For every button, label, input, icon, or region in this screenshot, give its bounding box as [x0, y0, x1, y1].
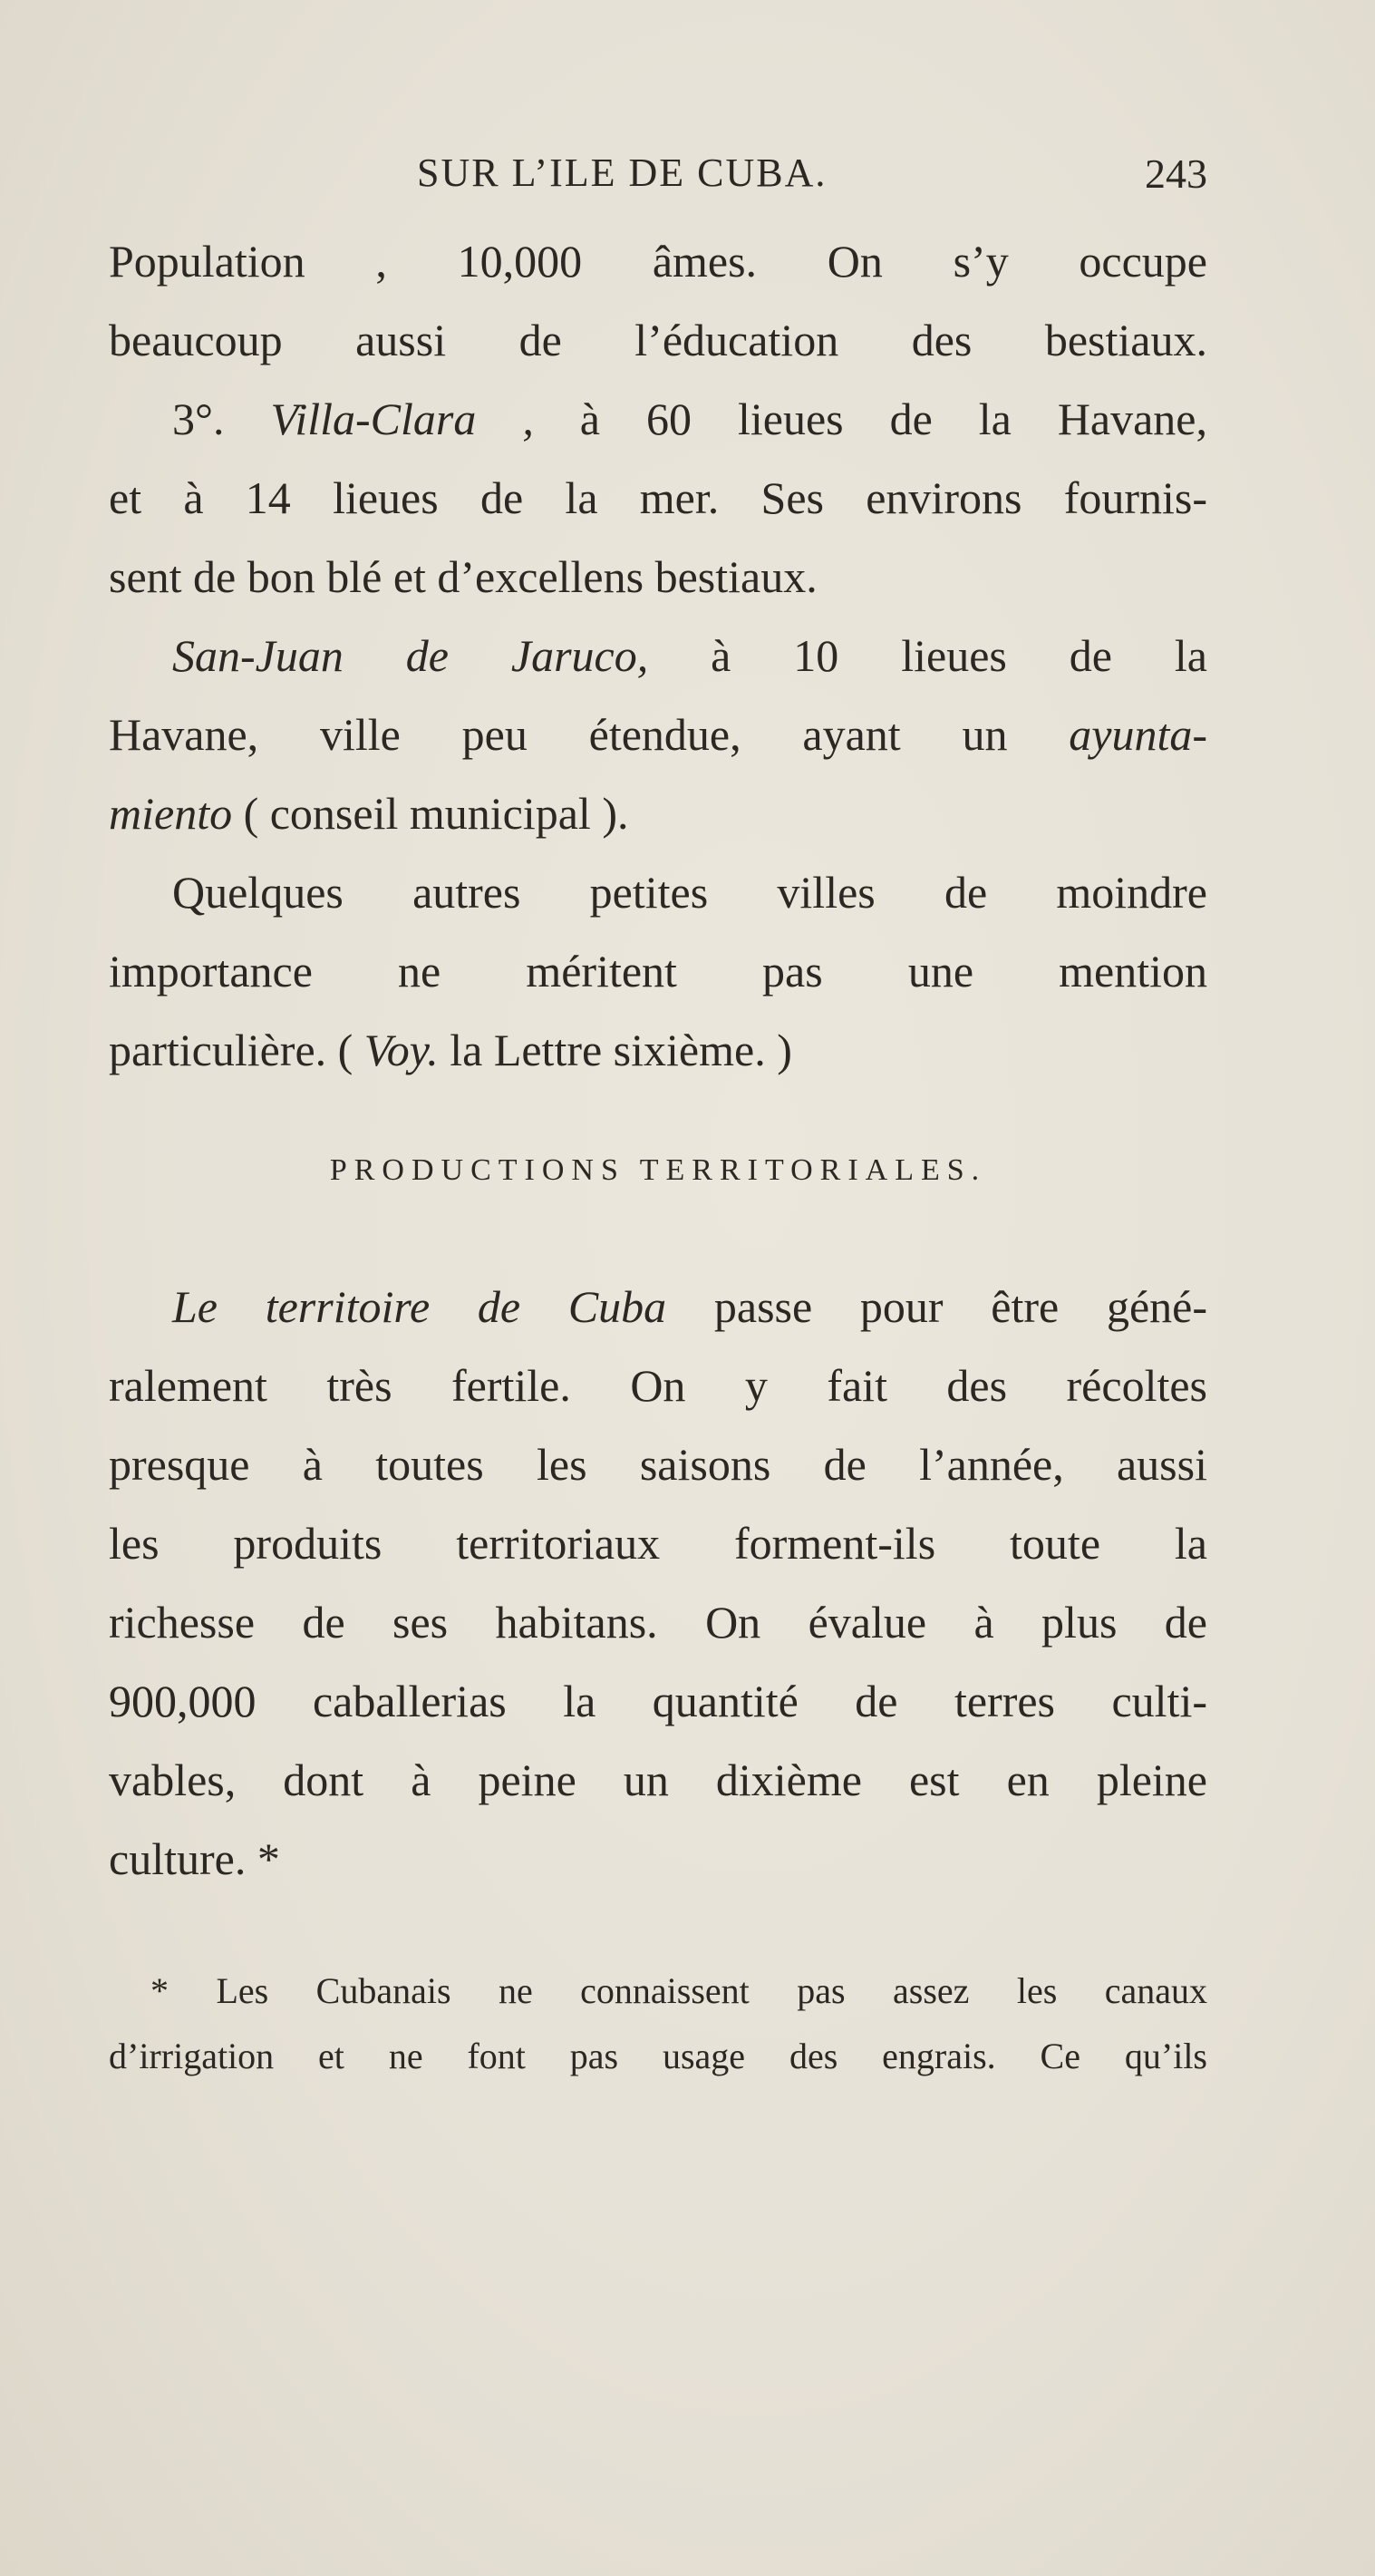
footnote: [109, 1959, 1207, 2089]
spanish-term: ayunta-: [1069, 709, 1207, 760]
text-line: ralement très fertile. On y fait des récoltes: [109, 1360, 1207, 1411]
text-line: sent de bon blé et d’excellens bestiaux.: [109, 551, 818, 602]
running-head: [109, 150, 1207, 204]
text-line: miento ( conseil municipal ).: [109, 788, 629, 839]
text-line: richesse de ses habitans. On évalue à plus de: [109, 1597, 1207, 1648]
abbreviation: Voy.: [363, 1025, 439, 1075]
text-line: 3°. Villa-Clara , à 60 lieues de la Havane,: [172, 394, 1208, 444]
text-line: et à 14 lieues de la mer. Ses environs fournis-: [109, 472, 1207, 523]
text-line: beaucoup aussi de l’éducation des bestiaux.: [109, 315, 1207, 365]
text-line: presque à toutes les saisons de l’année, aussi: [109, 1439, 1207, 1490]
section-text: [109, 1268, 1207, 1899]
text-line: San-Juan de Jaruco, à 10 lieues de la: [172, 630, 1207, 681]
emphasis: Le territoire de Cuba: [172, 1281, 667, 1332]
text-line: Population , 10,000 âmes. On s’y occupe: [109, 236, 1207, 287]
text-line: Quelques autres petites villes de moindre: [172, 867, 1207, 918]
text-line: particulière. ( Voy. la Lettre sixième. ): [109, 1025, 792, 1075]
text-line: culture. *: [109, 1833, 280, 1884]
spanish-term: miento: [109, 788, 233, 839]
page-number: 243: [1145, 151, 1207, 197]
main-text: [109, 222, 1207, 1090]
running-title: SUR L’ILE DE CUBA.: [417, 151, 828, 195]
text-line: vables, dont à peine un dixième est en pleine: [109, 1755, 1207, 1805]
text-line: Havane, ville peu étendue, ayant un ayunta-: [109, 709, 1207, 760]
footnote-line: d’irrigation et ne font pas usage des engrais. Ce qu’ils: [109, 2036, 1207, 2076]
text-line: les produits territoriaux forment-ils toute la: [109, 1518, 1207, 1569]
text-line: Le territoire de Cuba passe pour être géné-: [172, 1281, 1207, 1332]
text-line: importance ne méritent pas une mention: [109, 946, 1207, 996]
text-line: 900,000 caballerias la quantité de terres culti-: [109, 1676, 1207, 1726]
section-heading: PRODUCTIONS TERRITORIALES.: [329, 1153, 987, 1187]
place-name: San-Juan de Jaruco,: [172, 630, 649, 681]
place-name: Villa-Clara ,: [270, 394, 534, 444]
footnote-line: * Les Cubanais ne connaissent pas assez les canaux: [150, 1970, 1207, 2011]
